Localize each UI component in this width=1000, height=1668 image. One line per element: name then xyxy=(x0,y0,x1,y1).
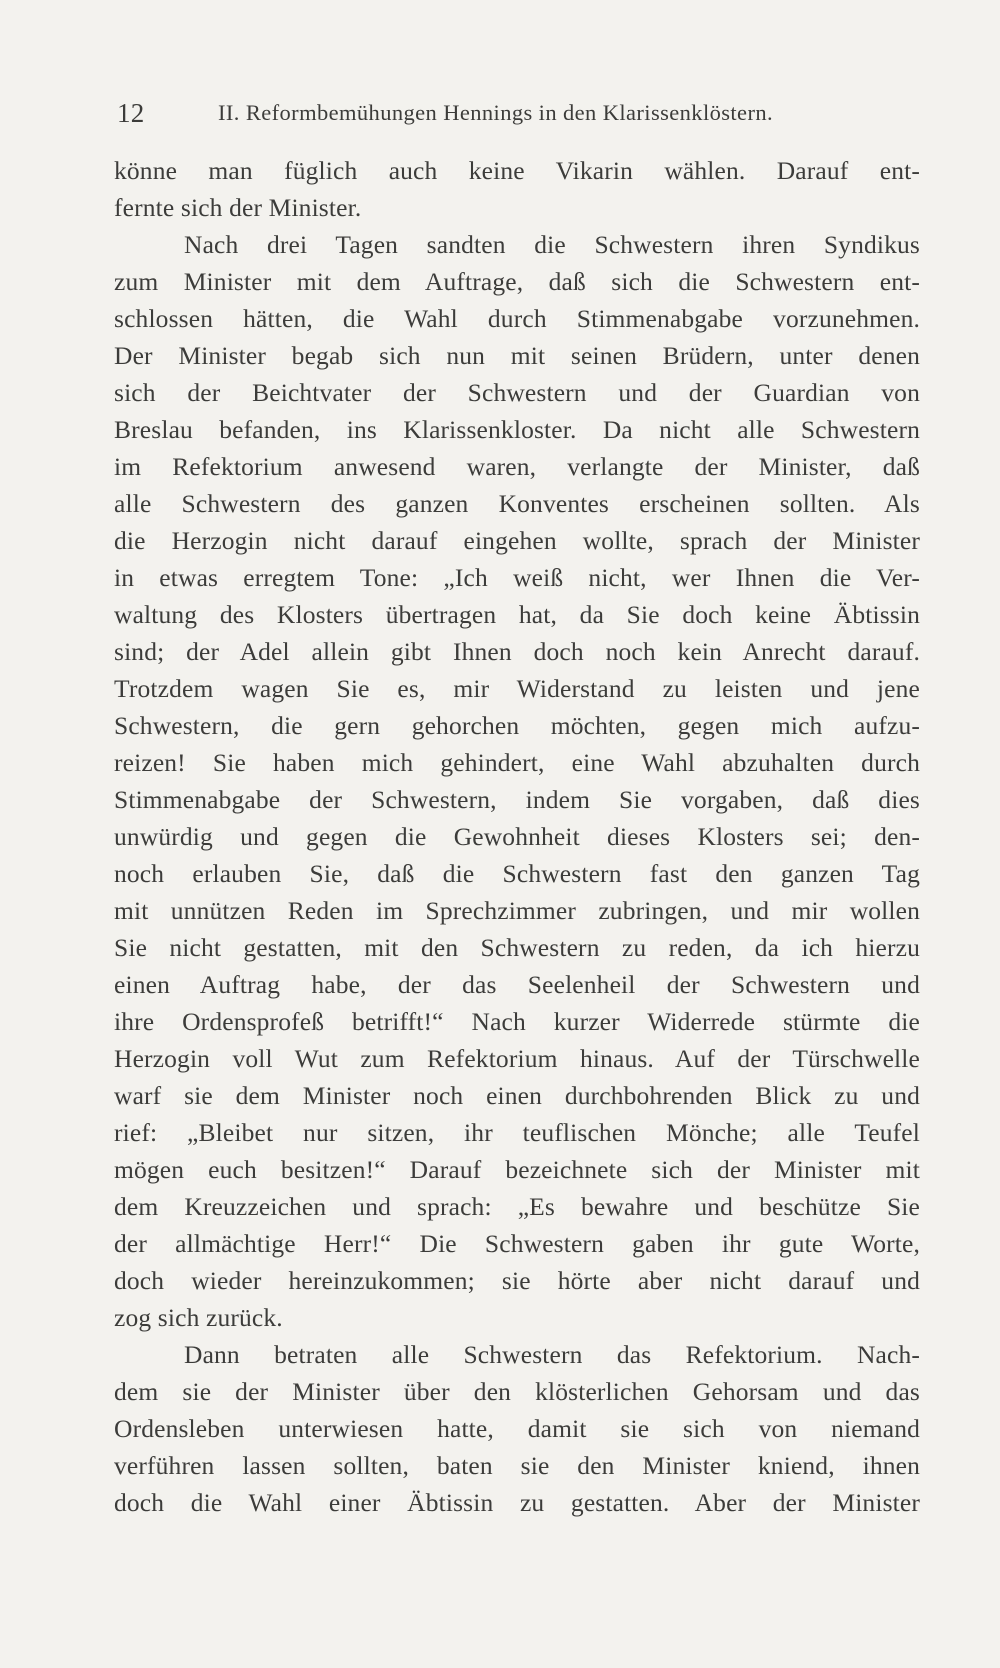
text-line: einen Auftrag habe, der das Seelenheil der Schwestern und xyxy=(114,970,920,999)
text-line: Der Minister begab sich nun mit seinen Brüdern, unter denen xyxy=(114,341,920,370)
text-line: könne man füglich auch keine Vikarin wählen. Darauf ent- xyxy=(114,156,920,185)
text-line: noch erlauben Sie, daß die Schwestern fast den ganzen Tag xyxy=(114,859,920,888)
text-line: unwürdig und gegen die Gewohnheit dieses Klosters sei; den- xyxy=(114,822,920,851)
page-header xyxy=(117,98,917,138)
text-line: dem Kreuzzeichen und sprach: „Es bewahre und beschütze Sie xyxy=(114,1192,920,1221)
text-line: waltung des Klosters übertragen hat, da Sie doch keine Äbtissin xyxy=(114,600,920,629)
text-line: zum Minister mit dem Auftrage, daß sich die Schwestern ent- xyxy=(114,267,920,296)
text-line: Trotzdem wagen Sie es, mir Widerstand zu leisten und jene xyxy=(114,674,920,703)
body-text xyxy=(114,152,920,1521)
text-line: doch wieder hereinzukommen; sie hörte aber nicht darauf und xyxy=(114,1266,920,1295)
text-line: dem sie der Minister über den klösterlichen Gehorsam und das xyxy=(114,1377,920,1406)
text-line: in etwas erregtem Tone: „Ich weiß nicht, wer Ihnen die Ver- xyxy=(114,563,920,592)
text-line: schlossen hätten, die Wahl durch Stimmenabgabe vorzunehmen. xyxy=(114,304,920,333)
text-line: verführen lassen sollten, baten sie den Minister kniend, ihnen xyxy=(114,1451,920,1480)
text-line: alle Schwestern des ganzen Konventes erscheinen sollten. Als xyxy=(114,489,920,518)
running-title: II. Reformbemühungen Hennings in den Klarissenklöstern. xyxy=(218,100,774,125)
page-number: 12 xyxy=(117,98,145,128)
text-line: der allmächtige Herr!“ Die Schwestern gaben ihr gute Worte, xyxy=(114,1229,920,1258)
text-line: Dann betraten alle Schwestern das Refektorium. Nach- xyxy=(184,1340,920,1369)
text-line: sind; der Adel allein gibt Ihnen doch noch kein Anrecht darauf. xyxy=(114,637,920,666)
text-line: mögen euch besitzen!“ Darauf bezeichnete sich der Minister mit xyxy=(114,1155,920,1184)
text-line: Sie nicht gestatten, mit den Schwestern zu reden, da ich hierzu xyxy=(114,933,920,962)
text-line: Schwestern, die gern gehorchen möchten, gegen mich aufzu- xyxy=(114,711,920,740)
text-line: die Herzogin nicht darauf eingehen wollte, sprach der Minister xyxy=(114,526,920,555)
text-line: Breslau befanden, ins Klarissenkloster. Da nicht alle Schwestern xyxy=(114,415,920,444)
text-line: zog sich zurück. xyxy=(114,1303,283,1332)
text-line: mit unnützen Reden im Sprechzimmer zubringen, und mir wollen xyxy=(114,896,920,925)
text-line: ihre Ordensprofeß betrifft!“ Nach kurzer Widerrede stürmte die xyxy=(114,1007,920,1036)
text-line: doch die Wahl einer Äbtissin zu gestatten. Aber der Minister xyxy=(114,1488,920,1517)
text-line: reizen! Sie haben mich gehindert, eine Wahl abzuhalten durch xyxy=(114,748,920,777)
text-line: sich der Beichtvater der Schwestern und der Guardian von xyxy=(114,378,920,407)
text-line: warf sie dem Minister noch einen durchbohrenden Blick zu und xyxy=(114,1081,920,1110)
text-line: Ordensleben unterwiesen hatte, damit sie sich von niemand xyxy=(114,1414,920,1443)
text-line: fernte sich der Minister. xyxy=(114,193,362,222)
text-line: Stimmenabgabe der Schwestern, indem Sie vorgaben, daß dies xyxy=(114,785,920,814)
text-line: rief: „Bleibet nur sitzen, ihr teuflischen Mönche; alle Teufel xyxy=(114,1118,920,1147)
text-line: Herzogin voll Wut zum Refektorium hinaus. Auf der Türschwelle xyxy=(114,1044,920,1073)
text-line: Nach drei Tagen sandten die Schwestern ihren Syndikus xyxy=(184,230,920,259)
text-line: im Refektorium anwesend waren, verlangte der Minister, daß xyxy=(114,452,920,481)
